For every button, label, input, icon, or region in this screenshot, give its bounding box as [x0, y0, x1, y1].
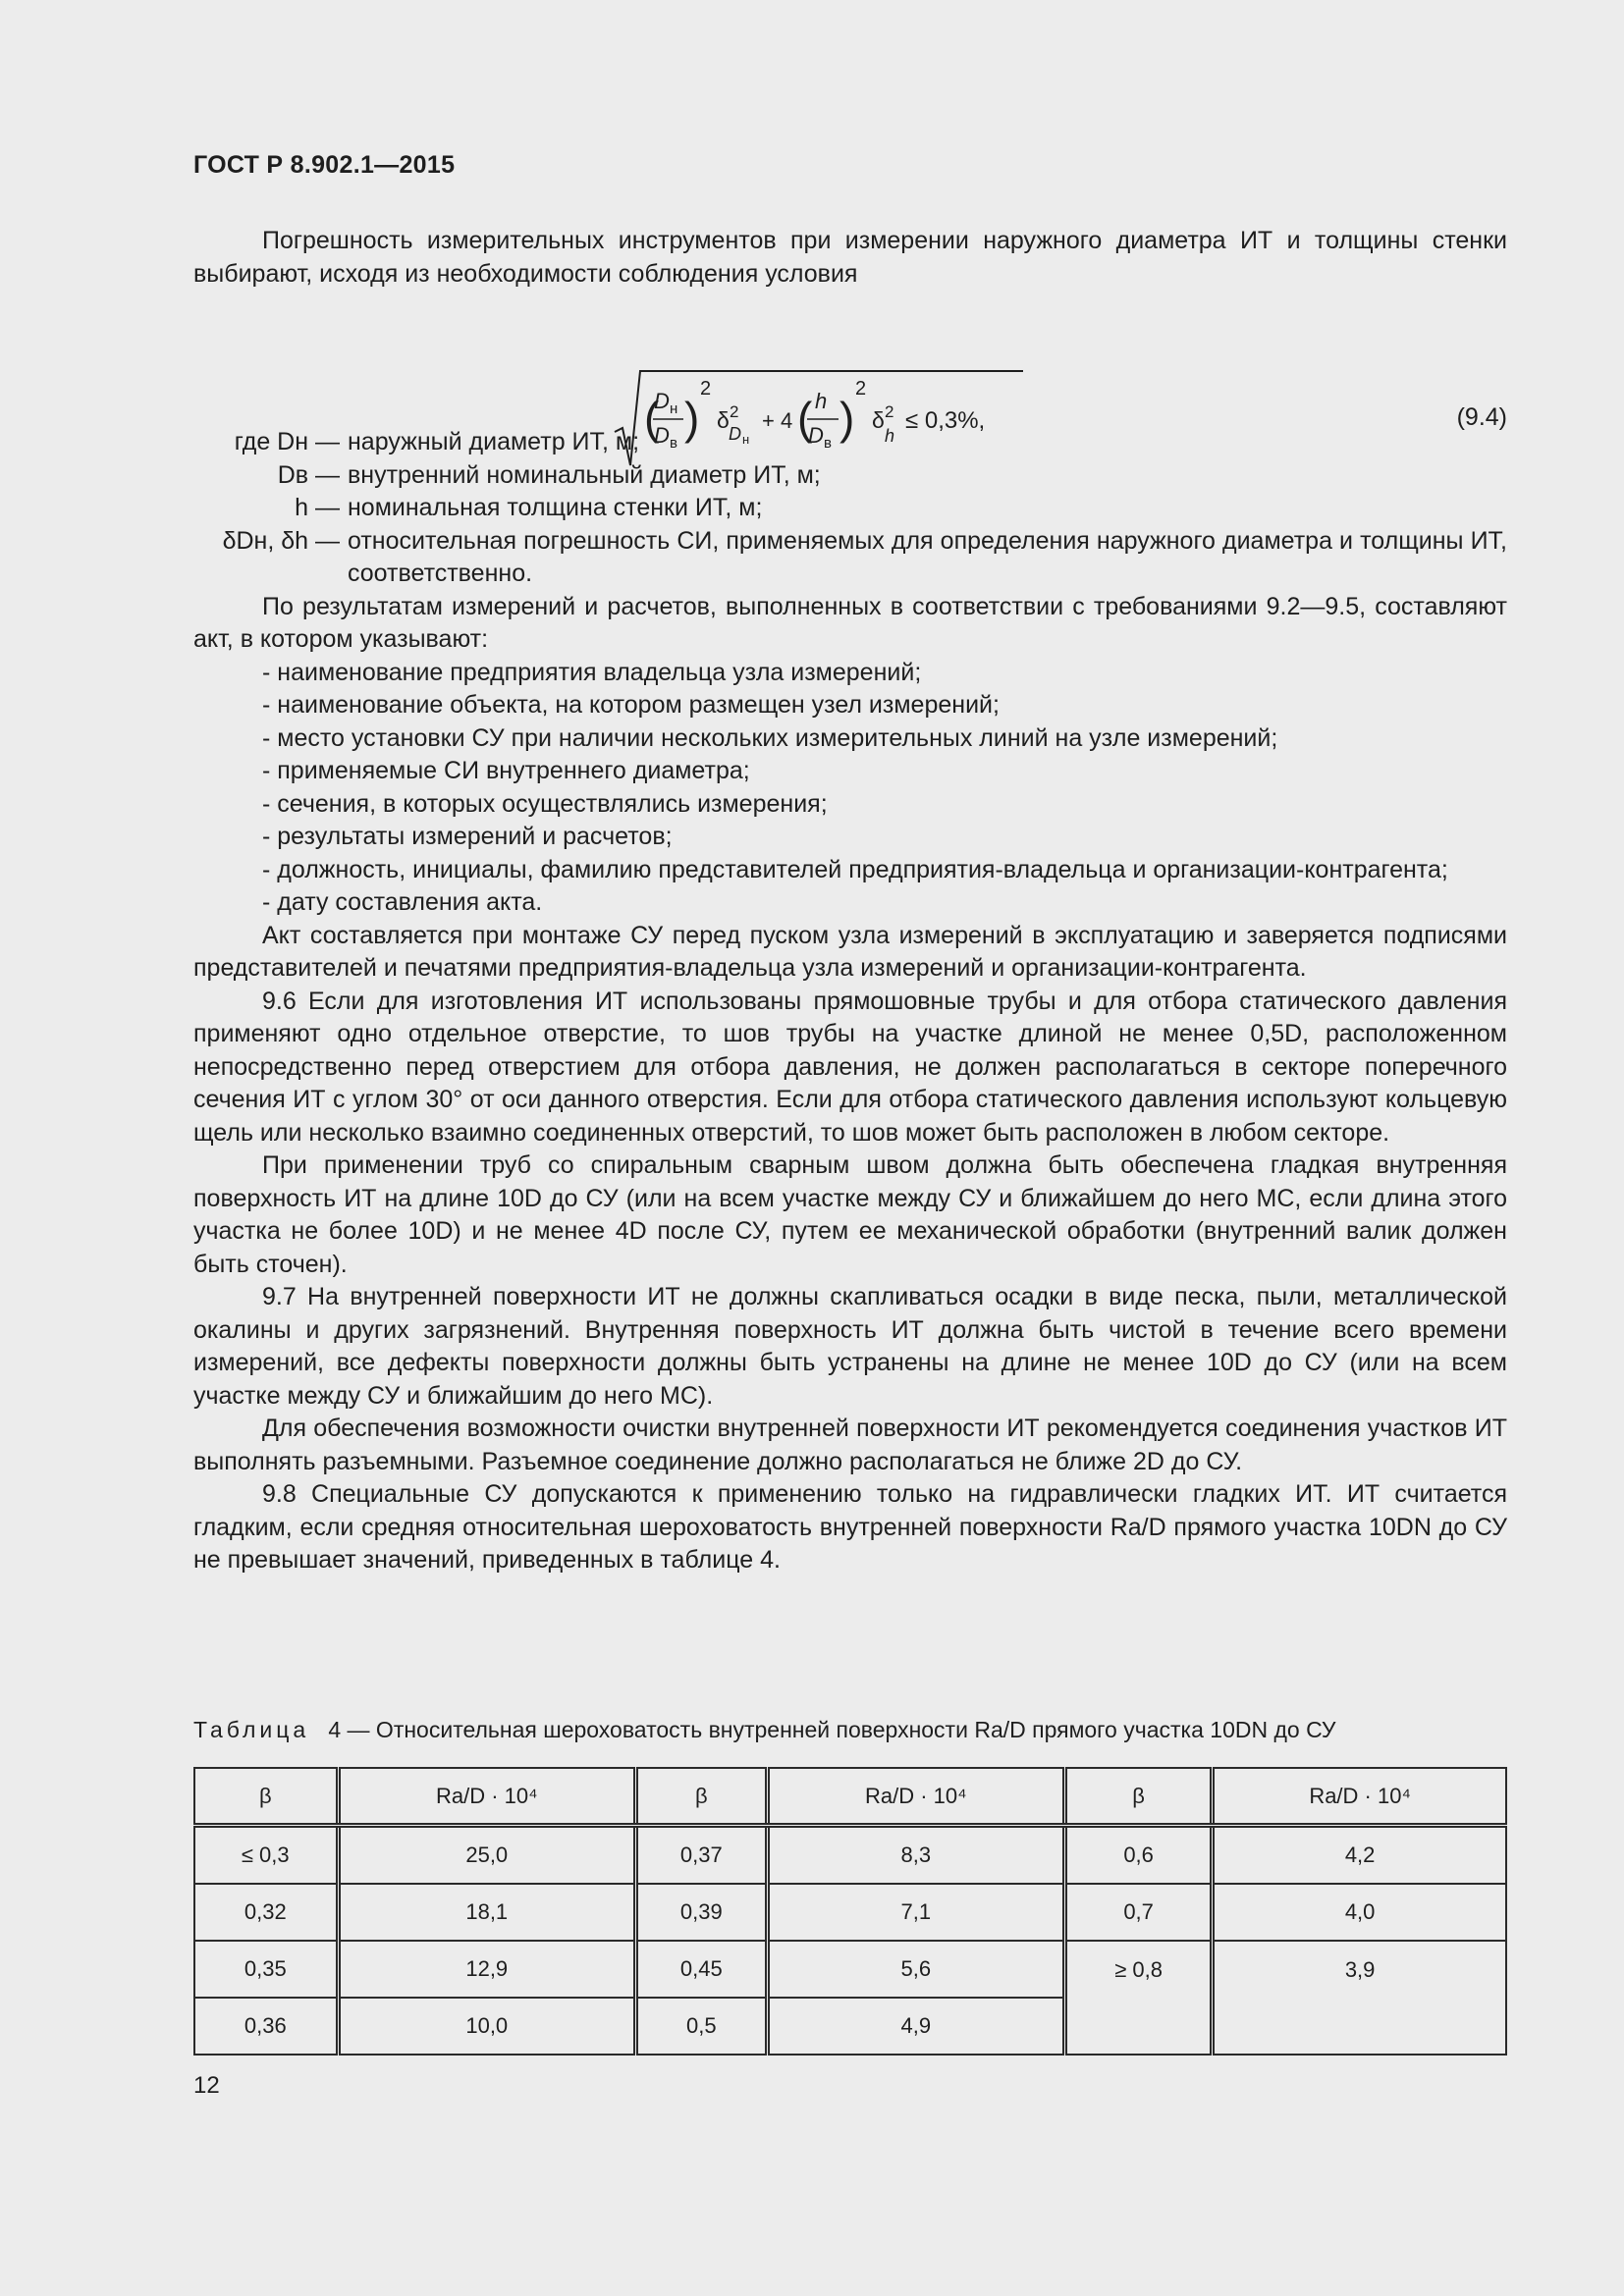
table-caption: [193, 1717, 1336, 1743]
table-cell: 0,7: [1065, 1884, 1213, 1941]
table-cell: 3,9: [1213, 1941, 1506, 2055]
svg-text:(: (: [797, 393, 813, 444]
table-cell: 0,5: [635, 1998, 767, 2055]
act-intro-paragraph: По результатам измерений и расчетов, выполненных в соответствии с требованиями 9.2—9.5, составляют акт, в котором указывают:: [193, 592, 1507, 653]
svg-text:): ): [684, 393, 700, 444]
table-cell: 25,0: [338, 1826, 635, 1885]
svg-text:D: D: [729, 424, 741, 444]
table-cell: 0,37: [635, 1826, 767, 1885]
table-cell: 0,35: [194, 1941, 338, 1998]
paragraph: При применении труб со спиральным сварным швом должна быть обеспечена гладкая внутренняя поверхность ИТ на длине 10D до СУ (или на всем участке между СУ и ближайшем до него МС, если длина этого участка не более 10D) и не менее 4D после СУ, путем ее механической обработки (внутренний валик должен быть сточен).: [193, 1151, 1507, 1278]
svg-text:): ): [839, 393, 855, 444]
definition-item: [193, 492, 1507, 525]
table-cell: 18,1: [338, 1884, 635, 1941]
definition-symbol: где Dн —: [234, 428, 340, 455]
document-body: [193, 225, 1507, 1577]
header-cell: Ra/D · 10⁴: [338, 1768, 635, 1826]
table-cell: ≥ 0,8: [1065, 1941, 1213, 2055]
definition-text: относительная погрешность СИ, применяемых для определения наружного диаметра и толщины ИТ, соответственно.: [348, 526, 1507, 587]
definition-text: номинальная толщина стенки ИТ, м;: [348, 494, 763, 521]
formula-tail: ≤ 0,3%,: [905, 407, 986, 434]
table-caption-text: 4 — Относительная шероховатость внутренней поверхности Ra/D прямого участка 10DN до СУ: [328, 1717, 1336, 1742]
formula-9-4: [611, 363, 1023, 471]
svg-text:2: 2: [855, 378, 867, 400]
table-cell: 12,9: [338, 1941, 635, 1998]
table-row: [194, 1941, 1506, 1998]
svg-text:н: н: [670, 400, 678, 417]
table-cell: 0,45: [635, 1941, 767, 1998]
list-item: - сечения, в которых осуществлялись измерения;: [262, 789, 828, 818]
table-cell: 7,1: [767, 1884, 1064, 1941]
table-cell: 4,2: [1213, 1826, 1506, 1885]
table-cell: 4,9: [767, 1998, 1064, 2055]
list-item: - наименование объекта, на котором размещен узел измерений;: [262, 691, 1000, 719]
table-cell: ≤ 0,3: [194, 1826, 338, 1885]
table-cell: 0,32: [194, 1884, 338, 1941]
definition-symbol: Dв —: [277, 460, 340, 489]
svg-text:в: в: [824, 435, 832, 452]
list-item: - дату составления акта.: [262, 888, 543, 916]
list-item: - результаты измерений и расчетов;: [262, 823, 673, 850]
header-cell: Ra/D · 10⁴: [1213, 1768, 1506, 1826]
svg-text:2: 2: [700, 378, 712, 400]
svg-text:в: в: [670, 435, 677, 452]
table-cell: 0,39: [635, 1884, 767, 1941]
definition-item: [193, 525, 1507, 591]
table-caption-label: Таблица: [193, 1717, 310, 1742]
table-cell: 10,0: [338, 1998, 635, 2055]
table-row: [194, 1826, 1506, 1885]
definition-symbol: h —: [295, 494, 340, 521]
table-cell: 0,6: [1065, 1826, 1213, 1885]
table-cell: 5,6: [767, 1941, 1064, 1998]
equation-number: (9.4): [1456, 403, 1507, 431]
table-cell: 4,0: [1213, 1884, 1506, 1941]
paragraph-9-6: 9.6 Если для изготовления ИТ использованы прямошовные трубы и для отбора статического давления применяют одно отдельное отверстие, то шов трубы на участке длиной не менее 0,5D, расположенном непосредственно перед отверстием для отбора давления, не должен располагаться в секторе поперечного сечения ИТ с углом 30° от оси данного отверстия. Если для отбора статического давления используют кольцевую щель или несколько взаимно соединенных отверстий, то шов может быть расположен в любом секторе.: [193, 987, 1507, 1147]
list-item: - наименование предприятия владельца узла измерений;: [262, 658, 922, 686]
svg-text:D: D: [654, 389, 670, 413]
roughness-table: [193, 1767, 1507, 2056]
svg-text:D: D: [654, 423, 670, 448]
document-header: ГОСТ Р 8.902.1—2015: [193, 151, 456, 179]
svg-text:2: 2: [730, 402, 739, 421]
definition-text: наружный диаметр ИТ, м;: [348, 428, 640, 455]
list-item: - применяемые СИ внутреннего диаметра;: [262, 757, 750, 784]
page-number: 12: [193, 2072, 220, 2099]
svg-text:2: 2: [885, 402, 894, 421]
svg-text:+ 4: + 4: [762, 408, 793, 433]
header-cell: β: [194, 1768, 338, 1826]
table-row: [194, 1884, 1506, 1941]
header-cell: β: [635, 1768, 767, 1826]
svg-text:δ: δ: [872, 407, 885, 433]
definition-symbol: δDн, δh —: [222, 526, 340, 555]
svg-text:h: h: [815, 389, 828, 413]
header-cell: β: [1065, 1768, 1213, 1826]
table-cell: 8,3: [767, 1826, 1064, 1885]
paragraph-9-8: 9.8 Специальные СУ допускаются к применению только на гидравлически гладких ИТ. ИТ считается гладким, если средняя относительная шероховатость внутренней поверхности Ra/D прямого участка 10DN до СУ не превышает значений, приведенных в таблице 4.: [193, 1480, 1507, 1574]
table-cell: 0,36: [194, 1998, 338, 2055]
svg-text:(: (: [644, 393, 660, 444]
definition-text: внутренний номинальный диаметр ИТ, м;: [348, 460, 821, 489]
list-item: - место установки СУ при наличии нескольких измерительных линий на узле измерений;: [262, 723, 1278, 752]
paragraph: Для обеспечения возможности очистки внутренней поверхности ИТ рекомендуется соединения участков ИТ выполнять разъемными. Разъемное соединение должно располагаться не ближе 2D до СУ.: [193, 1415, 1507, 1475]
intro-paragraph: Погрешность измерительных инструментов при измерении наружного диаметра ИТ и толщины стенки выбирают, исходя из необходимости соблюдения условия: [193, 227, 1507, 288]
svg-text:δ: δ: [717, 407, 730, 433]
paragraph: Акт составляется при монтаже СУ перед пуском узла измерений в эксплуатацию и заверяется подписями представителей и печатями предприятия-владельца узла измерений и организации-контрагента.: [193, 921, 1507, 982]
svg-text:D: D: [808, 423, 824, 448]
svg-text:н: н: [742, 432, 750, 447]
svg-text:h: h: [885, 426, 895, 446]
paragraph-9-7: 9.7 На внутренней поверхности ИТ не должны скапливаться осадки в виде песка, пыли, металлической окалины и других загрязнений. Внутренняя поверхность ИТ должна быть чистой в течение всего времени измерений, все дефекты поверхности должны быть устранены на длине не менее 10D до СУ (или на всем участке между СУ и ближайшим до него МС).: [193, 1283, 1507, 1410]
list-item: - должность, инициалы, фамилию представителей предприятия-владельца и организации-контрагента;: [262, 855, 1448, 883]
table-header-row: [194, 1768, 1506, 1826]
header-cell: Ra/D · 10⁴: [767, 1768, 1064, 1826]
